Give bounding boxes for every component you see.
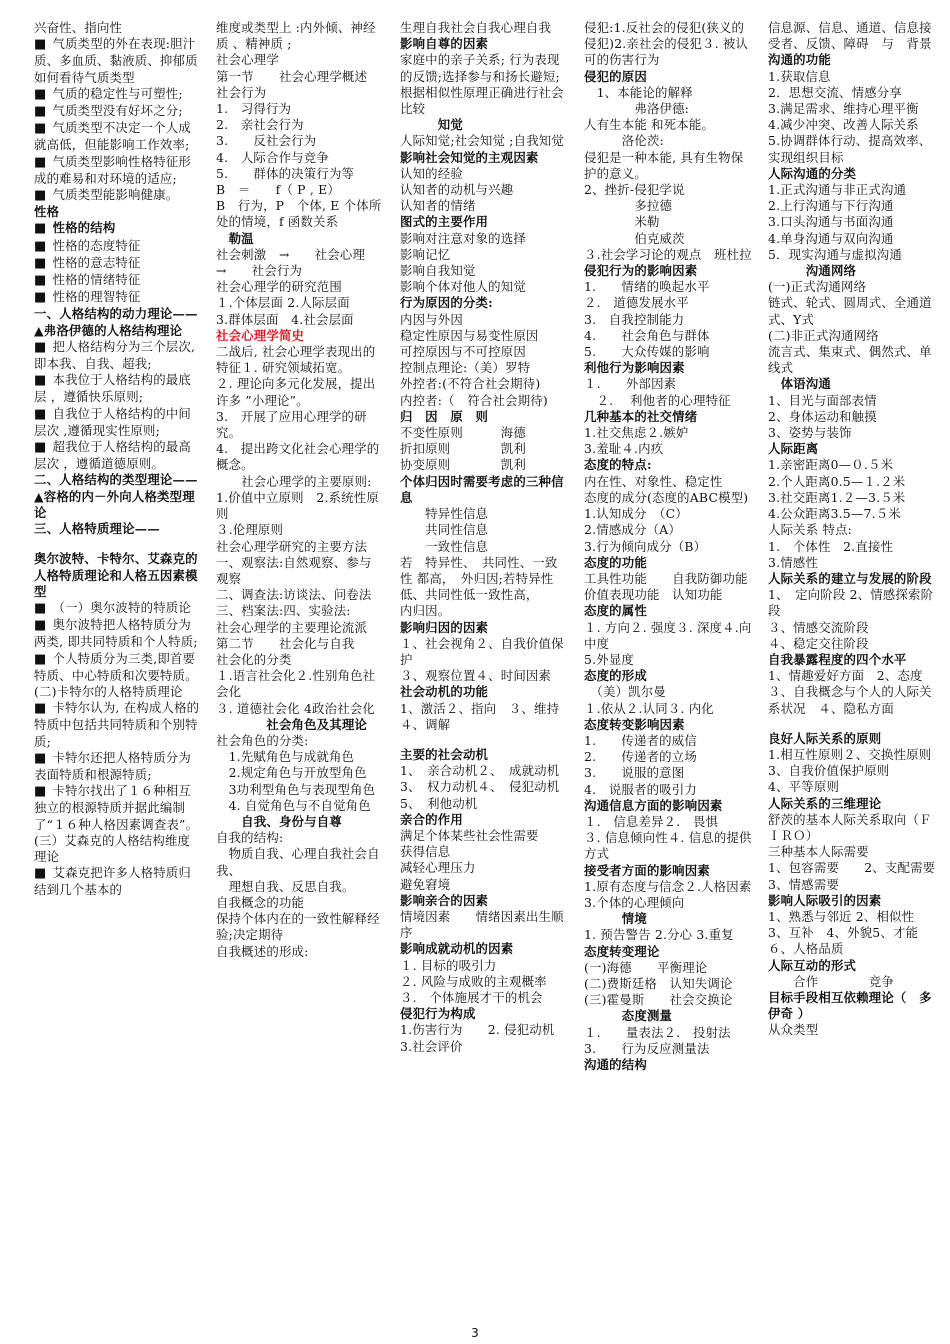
text-line: 2.情感成分（A） <box>584 522 681 538</box>
text-line: 1、本能论的解释 <box>584 84 693 100</box>
text-column-1 <box>34 20 202 1320</box>
spacer <box>400 733 568 747</box>
text-line: 稳定性原因与易变性原因 <box>400 327 539 343</box>
section-heading: 沟通的功能 <box>768 52 831 68</box>
text-line: ３.社会学习论的观点 班杜拉 <box>584 246 752 262</box>
text-column-4 <box>584 20 752 1320</box>
section-heading: 影响社会知觉的主观因素 <box>400 149 539 165</box>
text-line: 3、自我价值保护原则 <box>768 763 890 779</box>
text-line: 兴奋性、指向性 <box>34 20 123 35</box>
text-line: 3.行为倾向成分（B） <box>584 538 707 554</box>
text-line: 5.外显度 <box>584 651 634 667</box>
text-line: 二战后, 社会心理学表现出的特征１. 研究领域拓宽。 <box>216 344 376 376</box>
text-line: 保持个体内在的一致性解释经验;决定期待 <box>216 911 380 943</box>
section-heading: 影响自尊的因素 <box>400 36 489 52</box>
text-line: 1.正式沟通与非正式沟通 <box>768 182 907 198</box>
text-line: 内控者:（ 符合社会期待) <box>400 392 548 408</box>
text-line: 3.群体层面 4.社会层面 <box>216 311 354 327</box>
text-line: 维度或类型上 :内外倾、神经质 、精神质 ; <box>216 20 376 52</box>
text-line: (一)正式沟通网络 <box>768 279 867 295</box>
text-line: 2.个人距离0.5—１.２米 <box>768 473 906 489</box>
text-line: 人际关系 特点: <box>768 522 853 538</box>
text-line: 1、包容需要 2、支配需要 <box>768 860 936 876</box>
text-line: 洛伦茨: <box>584 133 664 149</box>
text-line: 社会心理学的主要理论流派 <box>216 619 368 635</box>
text-line: 3.满足需求、维持心理平衡 <box>768 101 919 117</box>
section-heading: 影响亲合的因素 <box>400 892 489 908</box>
text-line: 3. 开展了应用心理学的研究。 <box>216 408 367 441</box>
text-line: 社会刺激 → 社会心理 → 社会行为 <box>216 246 378 279</box>
text-line: 第二节 社会化与自我 <box>216 635 355 651</box>
section-heading: 目标手段相互依赖理论（ 多伊奇 ） <box>768 989 932 1022</box>
spacer <box>34 537 202 551</box>
text-line: ３. 道德社会化 4政治社会化 <box>216 700 375 716</box>
section-heading: 社会心理学简史 <box>216 327 305 343</box>
text-line: 人际知觉;社会知觉 ;自我知觉 <box>400 133 564 149</box>
text-line: B 行为，P 个体, E 个体所处的情境，f 函数关系 <box>216 198 382 230</box>
bullet-line: ■ 卡特尔还把人格特质分为表面特质和根源特质; <box>34 750 202 783</box>
section-heading: 态度的功能 <box>584 554 647 570</box>
text-line: (二)卡特尔的人格特质理论 <box>34 683 183 699</box>
text-line: 折扣原则 凯利 <box>400 441 526 457</box>
text-line: 特异性信息 <box>400 506 489 522</box>
text-line: 理想自我、反思自我。 <box>216 878 355 894</box>
text-line: 态度的成分(态度的ABC模型) <box>584 489 749 505</box>
text-line: 3. 反社会行为 <box>216 133 317 149</box>
section-heading: 影响成就动机的因素 <box>400 941 514 957</box>
section-heading: 二、人格结构的类型理论——▲容格的内－外向人格类型理论 <box>34 472 198 520</box>
text-line: 弗洛伊德: <box>584 101 690 117</box>
section-heading: 影响人际吸引的因素 <box>768 892 882 908</box>
text-line: 三、档案法:四、实验法: <box>216 603 351 619</box>
text-line: 1.相互性原则２、交换性原则 <box>768 746 932 762</box>
text-line: 避免窘境 <box>400 876 451 892</box>
text-line: 3、互补 4、外貌5、才能 <box>768 925 919 941</box>
text-line: ６、人格品质 <box>768 941 844 957</box>
text-line: 社会心理学的研究范围 <box>216 279 342 295</box>
text-line: ２. 风险与成败的主观概率 <box>400 973 547 989</box>
text-column-3 <box>400 20 568 1320</box>
text-line: 获得信息 <box>400 844 451 860</box>
section-heading: 态度的特点: <box>584 457 652 473</box>
section-heading: 沟通网络 <box>768 263 857 279</box>
text-line: 自我概述的形成: <box>216 943 309 959</box>
bullet-line: ■ 气质类型能影响健康。 <box>34 187 202 204</box>
text-line: 1. 习得行为 <box>216 101 292 117</box>
text-line: 3.个体的心理倾向 <box>584 894 685 910</box>
text-line: 4. 社会角色与群体 <box>584 327 710 343</box>
section-heading: 态度转变影响因素 <box>584 716 685 732</box>
text-line: 1. 情绪的唤起水平 <box>584 279 710 295</box>
text-line: 生理自我社会自我心理自我 <box>400 20 552 35</box>
text-line: 1.社交焦虑２.嫉妒 <box>584 425 689 441</box>
text-line: 1、激活２、指向 ３、维持４、调解 <box>400 700 560 732</box>
text-line: 2. 传递者的立场 <box>584 749 697 765</box>
text-line: 1、 亲合动机２、 成就动机 <box>400 763 560 779</box>
text-line: 第一节 社会心理学概述 <box>216 68 368 84</box>
text-column-5 <box>768 20 936 1320</box>
text-line: 1. 个体性 2.直接性 <box>768 538 894 554</box>
text-line: 5. 大众传媒的影响 <box>584 344 710 360</box>
section-heading: 自我、身份与自尊 <box>216 813 342 829</box>
text-line: B ＝ f（ P , E） <box>216 182 340 198</box>
bullet-line: ■ 把人格结构分为三个层次,即本我、自我、超我; <box>34 339 202 372</box>
section-heading: 归 因 原 则 <box>400 408 489 424</box>
text-line: 5.协调群体行动、提高效率、实现组织目标 <box>768 133 932 165</box>
section-heading: 人际关系的建立与发展的阶段 <box>768 570 932 586</box>
text-line: １.依从２.认同３. 内化 <box>584 700 714 716</box>
text-line: 1. 预告警告 2.分心 3.重复 <box>584 927 734 943</box>
text-line: 减轻心理压力 <box>400 860 476 876</box>
text-line: １、社会视角２、自我价值保护 <box>400 635 564 667</box>
text-line: 4.公众距离3.5—7.５米 <box>768 506 901 522</box>
text-line: 家庭中的亲子关系; 行为表现的反馈;选择参与和扬长避短; 根据相似性原理正确进行社会比较 <box>400 52 564 117</box>
text-line: 3、情感需要 <box>768 876 840 892</box>
text-line: 4. 人际合作与竞争 <box>216 149 329 165</box>
spacer <box>768 717 936 731</box>
section-heading: 人际沟通的分类 <box>768 165 857 181</box>
text-line: 社会心理学的主要原则: <box>216 473 372 489</box>
section-heading: 影响归因的因素 <box>400 619 489 635</box>
section-heading: 沟通的结构 <box>584 1057 647 1072</box>
text-line: 5、 利他动机 <box>400 795 478 811</box>
text-line: 若 特异性、 共同性、一致性 都高， 外归因;若特异性低、共同性低一致性高， 内归因。 <box>400 554 558 619</box>
text-line: 4、平等原则 <box>768 779 840 795</box>
section-heading: 社会动机的功能 <box>400 684 489 700</box>
text-line: 2. 亲社会行为 <box>216 117 304 133</box>
text-line: 2、挫折-侵犯学说 <box>584 182 685 198</box>
text-line: 共同性信息 <box>400 522 489 538</box>
text-line: 舒茨的基本人际关系取向（ＦＩＲＯ） <box>768 811 932 843</box>
text-line: 自我概念的功能 <box>216 894 305 910</box>
text-line: 协变原则 凯利 <box>400 457 526 473</box>
page-number: 3 <box>471 1326 479 1340</box>
text-line: 外控者:(不符合社会期待) <box>400 376 541 392</box>
text-line: 3. 自我控制能力 <box>584 311 685 327</box>
text-line: 3.口头沟通与书面沟通 <box>768 214 894 230</box>
text-line: 1.原有态度与信念２.人格因素 <box>584 878 752 894</box>
text-line: 4.减少冲突、改善人际关系 <box>768 117 919 133</box>
text-line: 控制点理论:（美）罗特 <box>400 360 531 376</box>
section-heading: 知觉 <box>400 117 463 133</box>
text-line: 2.规定角色与开放型角色 <box>216 765 367 781</box>
bullet-line: ■ 艾森克把许多人格特质归结到几个基本的 <box>34 865 202 898</box>
text-line: 二、调查法:访谈法、问卷法 <box>216 587 372 603</box>
text-line: 侵犯:1.反社会的侵犯(狭义的侵犯)2.亲社会的侵犯３. 被认可的伤害行为 <box>584 20 749 68</box>
text-line: 不变性原则 海德 <box>400 425 526 441</box>
section-heading: 主要的社会动机 <box>400 746 489 762</box>
text-line: １.个体层面 2.人际层面 <box>216 295 350 311</box>
text-line: １. 外部因素 <box>584 376 677 392</box>
section-heading: 侵犯行为构成 <box>400 1006 476 1022</box>
text-line: 从众类型 <box>768 1022 819 1038</box>
bullet-line: ■ 气质类型不决定一个人成就高低，但能影响工作效率; <box>34 120 202 153</box>
text-line: 社会心理学研究的主要方法 <box>216 538 368 554</box>
text-line: 1.获取信息 <box>768 68 831 84</box>
section-heading: 人际关系的三维理论 <box>768 795 882 811</box>
text-line: 5．现实沟通与虚拟沟通 <box>768 246 902 262</box>
text-line: 1.伤害行为 2. 侵犯动机 <box>400 1022 555 1038</box>
section-heading: 性格 <box>34 204 60 220</box>
text-line: (三)霍曼斯 社会交换论 <box>584 992 733 1008</box>
text-line: 满足个体某些社会性需要 <box>400 827 539 843</box>
bullet-line: ■ 性格的情绪特征 <box>34 272 202 289</box>
text-line: ２. 利他者的心理特征 <box>584 392 731 408</box>
text-line: 3功利型角色与表现型角色 <box>216 781 376 797</box>
text-line: 工具性功能 自我防御功能 <box>584 570 748 586</box>
text-line: 1、 定向阶段 2、情感探索阶段 <box>768 587 934 619</box>
text-line: 米勒 <box>584 214 660 230</box>
section-heading: 个体归因时需要考虑的三种信息 <box>400 473 564 505</box>
bullet-line: ■ （一）奥尔波特的特质论 <box>34 600 202 617</box>
text-line: 情境因素 情绪因素出生顺序 <box>400 908 564 941</box>
bullet-line: ■ 性格的意志特征 <box>34 255 202 272</box>
section-heading: 接受者方面的影响因素 <box>584 862 710 878</box>
text-line: ３、自我概念与个人的人际关系状况 ４、隐私方面 <box>768 684 932 716</box>
text-line: 影响对注意对象的选择 <box>400 230 526 246</box>
section-heading: 沟通信息方面的影响因素 <box>584 797 723 813</box>
bullet-line: ■ 个人特质分为三类,即首要特质、中心特质和次要特质。 <box>34 651 202 684</box>
bullet-line: ■ 气质的稳定性与可塑性; <box>34 86 202 103</box>
text-line: 1.认知成分 （C） <box>584 506 688 522</box>
section-heading: 行为原因的分类: <box>400 295 493 311</box>
text-line: 影响个体对他人的知觉 <box>400 279 526 295</box>
text-line: 社会化的分类 <box>216 651 292 667</box>
section-heading: 良好人际关系的原则 <box>768 730 882 746</box>
text-line: 2.上行沟通与下行沟通 <box>768 198 894 214</box>
text-line: １. 量表法２. 投射法 <box>584 1024 731 1040</box>
bullet-line: ■ 自我位于人格结构的中间层次 ,遵循现实性原则; <box>34 406 202 439</box>
text-line: 2、身体运动和触摸 <box>768 408 877 424</box>
text-line: 一致性信息 <box>400 538 489 554</box>
text-line: ４、稳定交往阶段 <box>768 635 869 651</box>
text-line: 5. 群体的决策行为等 <box>216 165 355 181</box>
bullet-line: ■ 气质类型影响性格特征形成的难易和对环境的适应; <box>34 154 202 187</box>
text-line: 社会行为 <box>216 84 267 100</box>
text-line: 影响自我知觉 <box>400 263 476 279</box>
text-line: (二)费斯廷格 认知失调论 <box>584 975 733 991</box>
text-line: 链式、轮式、圆周式、全通道式、Y式 <box>768 295 932 327</box>
text-line: 1.先赋角色与成就角色 <box>216 749 355 765</box>
text-line: 内在性、对象性、稳定性 <box>584 473 723 489</box>
text-line: 三种基本人际需要 <box>768 844 869 860</box>
section-heading: 一、人格结构的动力理论——▲弗洛伊德的人格结构理论 <box>34 306 198 338</box>
text-line: 认知者的情绪 <box>400 198 476 214</box>
text-line: 物质自我、心理自我社会自我、 <box>216 846 380 878</box>
section-heading: 侵犯的原因 <box>584 68 647 84</box>
text-line: 4. 提出跨文化社会心理学的概念。 <box>216 441 380 473</box>
section-heading: 勒温 <box>216 230 254 246</box>
text-line: （美）凯尔曼 <box>584 684 666 700</box>
text-line: 流言式、集束式、偶然式、单线式 <box>768 344 932 376</box>
section-heading: 侵犯行为的影响因素 <box>584 263 698 279</box>
section-heading: 奥尔波特、卡特尔、艾森克的人格特质理论和人格五因素模型 <box>34 551 198 599</box>
text-line: 4. 自觉角色与不自觉角色 <box>216 797 371 813</box>
text-line: １.语言社会化２.性别角色社会化 <box>216 668 376 700</box>
text-line: 人有生本能 和死本能。 <box>584 117 715 133</box>
text-line: ３、情感交流阶段 <box>768 619 869 635</box>
text-line: 可控原因与不可控原因 <box>400 344 526 360</box>
text-line: 认知的经验 <box>400 165 463 181</box>
section-heading: 亲合的作用 <box>400 811 463 827</box>
text-line: 4. 说服者的吸引力 <box>584 781 697 797</box>
section-heading: 态度测量 <box>584 1008 673 1024</box>
text-line: 价值表现功能 认知功能 <box>584 587 723 603</box>
text-line: 合作 竞争 <box>768 973 894 989</box>
section-heading: 人际距离 <box>768 441 819 457</box>
bullet-line: ■ 卡特尔认为, 在构成人格的特质中包括共同特质和个别特质; <box>34 700 202 750</box>
text-line: 多拉德 <box>584 198 673 214</box>
text-line: 3.社会评价 <box>400 1038 463 1054</box>
section-heading: 态度转变理论 <box>584 943 660 959</box>
text-line: 自我的结构: <box>216 830 284 846</box>
text-line: 社会角色的分类: <box>216 732 309 748</box>
text-line: 1、情趣爱好方面 2、态度 <box>768 668 923 684</box>
text-column-2 <box>216 20 384 1320</box>
text-line: １. 目标的吸引力 <box>400 957 497 973</box>
text-line: (二)非正式沟通网络 <box>768 327 879 343</box>
text-line: 2．思想交流、情感分享 <box>768 84 902 100</box>
text-line: 3.羞耻４.内疚 <box>584 441 664 457</box>
bullet-line: ■ 超我位于人格结构的最高层次 ，遵循道德原则。 <box>34 439 202 472</box>
section-heading: 态度的属性 <box>584 603 647 619</box>
text-line: 信息源、信息、通道、信息接受者、反馈、障碍 与 背景 <box>768 20 932 52</box>
text-line: (一)海德 平衡理论 <box>584 959 708 975</box>
bullet-line: ■ 性格的理智特征 <box>34 289 202 306</box>
text-line: 1.价值中立原则 2.系统性原则 <box>216 489 379 522</box>
section-heading: 图式的主要作用 <box>400 214 489 230</box>
section-heading: 态度的形成 <box>584 668 647 684</box>
text-line: 3、姿势与装饰 <box>768 425 852 441</box>
text-line: 3. 行为反应测量法 <box>584 1040 710 1056</box>
text-line: 3.情感性 <box>768 554 818 570</box>
section-heading: 体语沟通 <box>768 376 831 392</box>
text-line: (三）艾森克的人格结构维度理论 <box>34 832 191 864</box>
text-line: １. 方向２. 强度３. 深度４.向中度 <box>584 619 752 651</box>
text-line: ２. 理论向多元化发展，提出许多 ”小理论”。 <box>216 376 376 408</box>
bullet-line: ■ 本我位于人格结构的最底层 ，遵循快乐原则; <box>34 372 202 405</box>
section-heading: 情境 <box>584 911 647 927</box>
section-heading: 自我暴露程度的四个水平 <box>768 651 907 667</box>
bullet-line: ■ 卡特尔找出了１６种相互独立的根源特质并据此编制了“１６种人格因素调查表”。 <box>34 783 202 833</box>
text-line: 伯克威茨 <box>584 230 685 246</box>
text-line: 如何看待气质类型 <box>34 69 135 85</box>
text-line: 3. 说服的意图 <box>584 765 685 781</box>
section-heading: 三、人格特质理论—— <box>34 521 160 537</box>
text-line: 1.亲密距离0—０.５米 <box>768 457 894 473</box>
text-line: 3、 权力动机４、 侵犯动机 <box>400 779 560 795</box>
section-heading: 几种基本的社交情绪 <box>584 408 698 424</box>
text-line: ２. 道德发展水平 <box>584 295 689 311</box>
section-heading: 利他行为影响因素 <box>584 360 685 376</box>
text-line: 影响记忆 <box>400 246 451 262</box>
text-line: 社会心理学 <box>216 52 279 68</box>
bullet-line: ■ 奥尔波特把人格特质分为两类, 即共同特质和个人特质; <box>34 617 202 650</box>
text-line: ３. 信息倾向性４. 信息的提供方式 <box>584 830 752 862</box>
bullet-line: ■ 性格的态度特征 <box>34 238 202 255</box>
bullet-line: ■ 气质类型的外在表现:胆汁质、多血质、黏液质、抑郁质 <box>34 36 202 69</box>
text-line: ３.伦理原则 <box>216 522 284 538</box>
section-heading: 社会角色及其理论 <box>216 716 368 732</box>
text-line: 1. 传递者的威信 <box>584 732 697 748</box>
text-line: 1、目光与面部表情 <box>768 392 877 408</box>
text-line: ３. 个体施展才干的机会 <box>400 989 543 1005</box>
section-heading: 人际互动的形式 <box>768 957 857 973</box>
text-line: 3.社交距离1.２—3.５米 <box>768 489 906 505</box>
text-line: 1、熟悉与邻近 2、相似性 <box>768 908 915 924</box>
text-line: 侵犯是一种本能, 具有生物保护的意义。 <box>584 149 744 181</box>
bullet-line: ■ 气质类型没有好坏之分; <box>34 103 202 120</box>
text-line: 内因与外因 <box>400 311 463 327</box>
text-line: 认知者的动机与兴趣 <box>400 182 514 198</box>
text-line: 4.单身沟通与双向沟通 <box>768 230 894 246</box>
text-line: ３、观察位置４、时间因素 <box>400 668 552 684</box>
section-heading: ■ 性格的结构 <box>34 220 202 237</box>
text-line: 一、观察法:自然观察、参与观察 <box>216 554 372 586</box>
text-line: １. 信息差异２. 畏惧 <box>584 813 719 829</box>
